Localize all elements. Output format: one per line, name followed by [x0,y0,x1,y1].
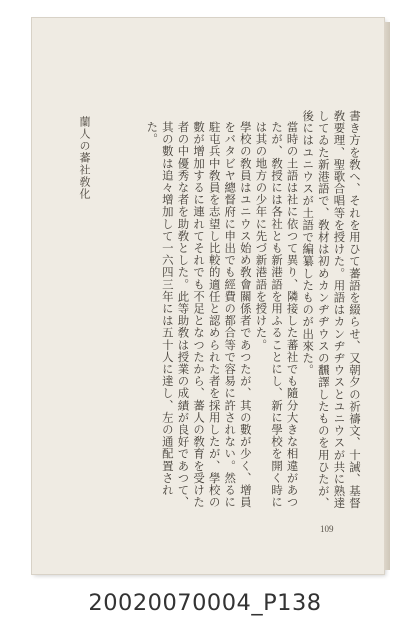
page-edge [384,22,390,570]
page-number: 109 [320,524,334,534]
paragraph-1: 書き方を敎へ、それを用ひて蕃語を綴らせ、又朝夕の祈禱文、十誡、基督敎要理、聖歌合唱等を授けた。用語はカンヂヂウスとユニウスが共に熟達してゐた新港語で、敎材は初めカンヂヂウスの飜譯したものを用ひたが、後にはユニウスが土語で編纂したものが出來た。 [301,110,362,510]
body-text [100,110,362,518]
running-head: 蘭人の蕃社敎化 [78,116,91,200]
paragraph-2: 當時の土語は社に依つて異り、隣接した蕃社でも隨分大きな相違があつたが、敎授には各社とも新港語を用ふることにし、新に學校を開く時には其の地方の少年に先づ新港語を授けた。 [254,121,300,509]
paragraph-3: 學校の敎員はユニウス始め敎會關係者であつたが、其の數が少く、增員をバタビヤ總督府に申出でも經費の都合等で容易に許されない。然るに駐屯兵中敎員を志望し比較的適任と認められた者を採用したが、學校の數が增加するに連れてそれでも不足となつたから、蕃人の敎育を受けた者の中優秀な者を助敎とした。此等助敎は授業の成績が良好であつて、其の數は追々增加して一六四三年には五十人に達し、左の通配置された。 [145,121,253,509]
image-caption: 20020070004_P138 [88,590,322,616]
